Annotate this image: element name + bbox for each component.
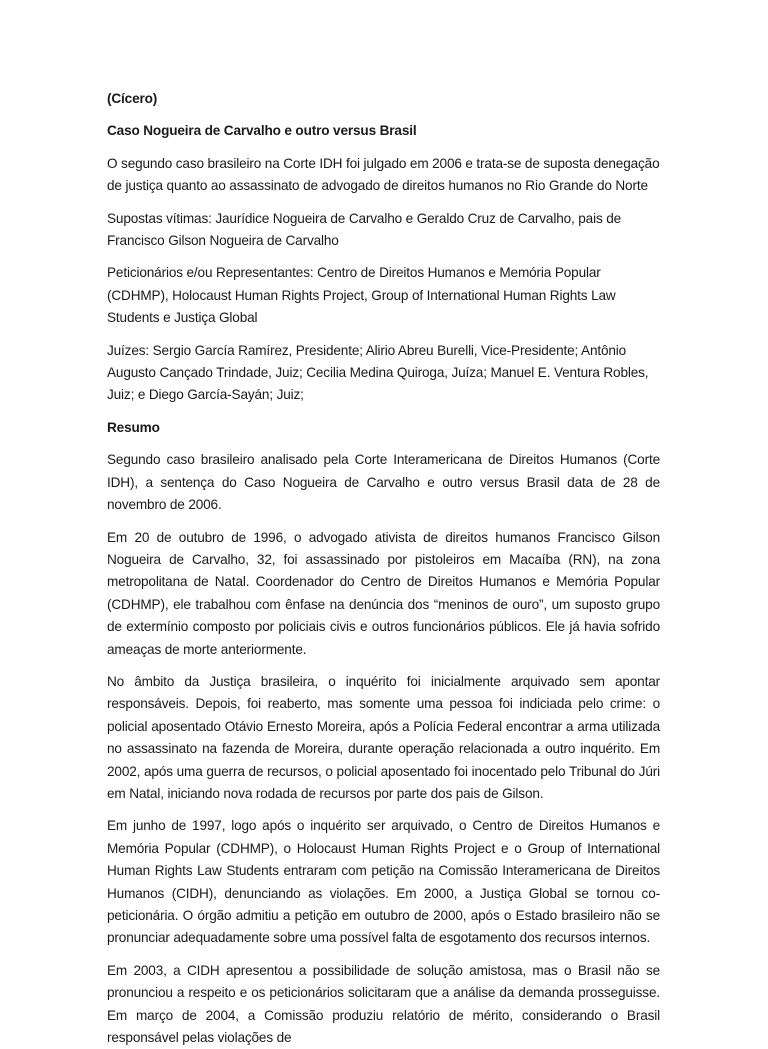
speaker-label: (Cícero): [107, 91, 158, 106]
summary-heading: Resumo: [107, 419, 160, 435]
body-paragraph: No âmbito da Justiça brasileira, o inquérito foi inicialmente arquivado sem apontar responsáveis. Depois, foi reaberto, mas somente uma pessoa foi indiciada pelo crime: o policial aposentado Otávio Ernesto Moreira, após a Polícia Federal encontrar a arma utilizada no assassinato na fazenda de Moreira, durante operação relacionada a outro inquérito. Em 2002, após uma guerra de recursos, o policial aposentado foi inocentado pelo Tribunal do Júri em Natal, iniciando nova rodada de recursos por parte dos pais de Gilson.: [107, 673, 660, 801]
victims-paragraph: Supostas vítimas: Jaurídice Nogueira de Carvalho e Geraldo Cruz de Carvalho, pais de Francisco Gilson Nogueira de Carvalho: [107, 210, 622, 249]
petitioners-paragraph: Peticionários e/ou Representantes: Centro de Direitos Humanos e Memória Popular (CDHMP), Holocaust Human Rights Project, Group of International Human Rights Law Students e Justiça Global: [107, 265, 616, 326]
body-paragraph: Segundo caso brasileiro analisado pela Corte Interamericana de Direitos Humanos (Corte IDH), a sentença do Caso Nogueira de Carvalho e outro versus Brasil data de 28 de novembro de 2006.: [107, 452, 660, 513]
body-paragraph: Em junho de 1997, logo após o inquérito ser arquivado, o Centro de Direitos Humanos e Memória Popular (CDHMP), o Holocaust Human Rights Project e o Group of International Human Rights Law Students entraram com petição na Comissão Interamericana de Direitos Humanos (CIDH), denunciando as violações. Em 2000, a Justiça Global se tornou co-peticionária. O órgão admitiu a petição em outubro de 2000, após o Estado brasileiro não se pronunciar adequadamente sobre uma possível falta de esgotamento dos recursos internos.: [107, 818, 660, 946]
case-title: Caso Nogueira de Carvalho e outro versus Brasil: [107, 123, 417, 139]
judges-paragraph: Juízes: Sergio García Ramírez, Presidente; Alirio Abreu Burelli, Vice-Presidente; Antônio Augusto Cançado Trindade, Juiz; Cecilia Medina Quiroga, Juíza; Manuel E. Ventura Robles, Juiz; e Diego García-Sayán; Juiz;: [107, 342, 649, 403]
body-paragraph: Em 20 de outubro de 1996, o advogado ativista de direitos humanos Francisco Gilson Nogueira de Carvalho, 32, foi assassinado por pistoleiros em Macaíba (RN), na zona metropolitana de Natal. Coordenador do Centro de Direitos Humanos e Memória Popular (CDHMP), ele trabalhou com ênfase na denúncia dos “meninos de ouro”, um suposto grupo de extermínio composto por policiais civis e outros funcionários públicos. Ele já havia sofrido ameaças de morte anteriormente.: [107, 529, 660, 657]
body-paragraph: Em 2003, a CIDH apresentou a possibilidade de solução amistosa, mas o Brasil não se pronunciou a respeito e os peticionários solicitaram que a análise da demanda prosseguisse. Em março de 2004, a Comissão produziu relatório de mérito, considerando o Brasil responsável pelas violações de: [107, 962, 660, 1046]
intro-paragraph: O segundo caso brasileiro na Corte IDH foi julgado em 2006 e trata-se de suposta denegação de justiça quanto ao assassinato de advogado de direitos humanos no Rio Grande do Norte: [107, 155, 660, 194]
